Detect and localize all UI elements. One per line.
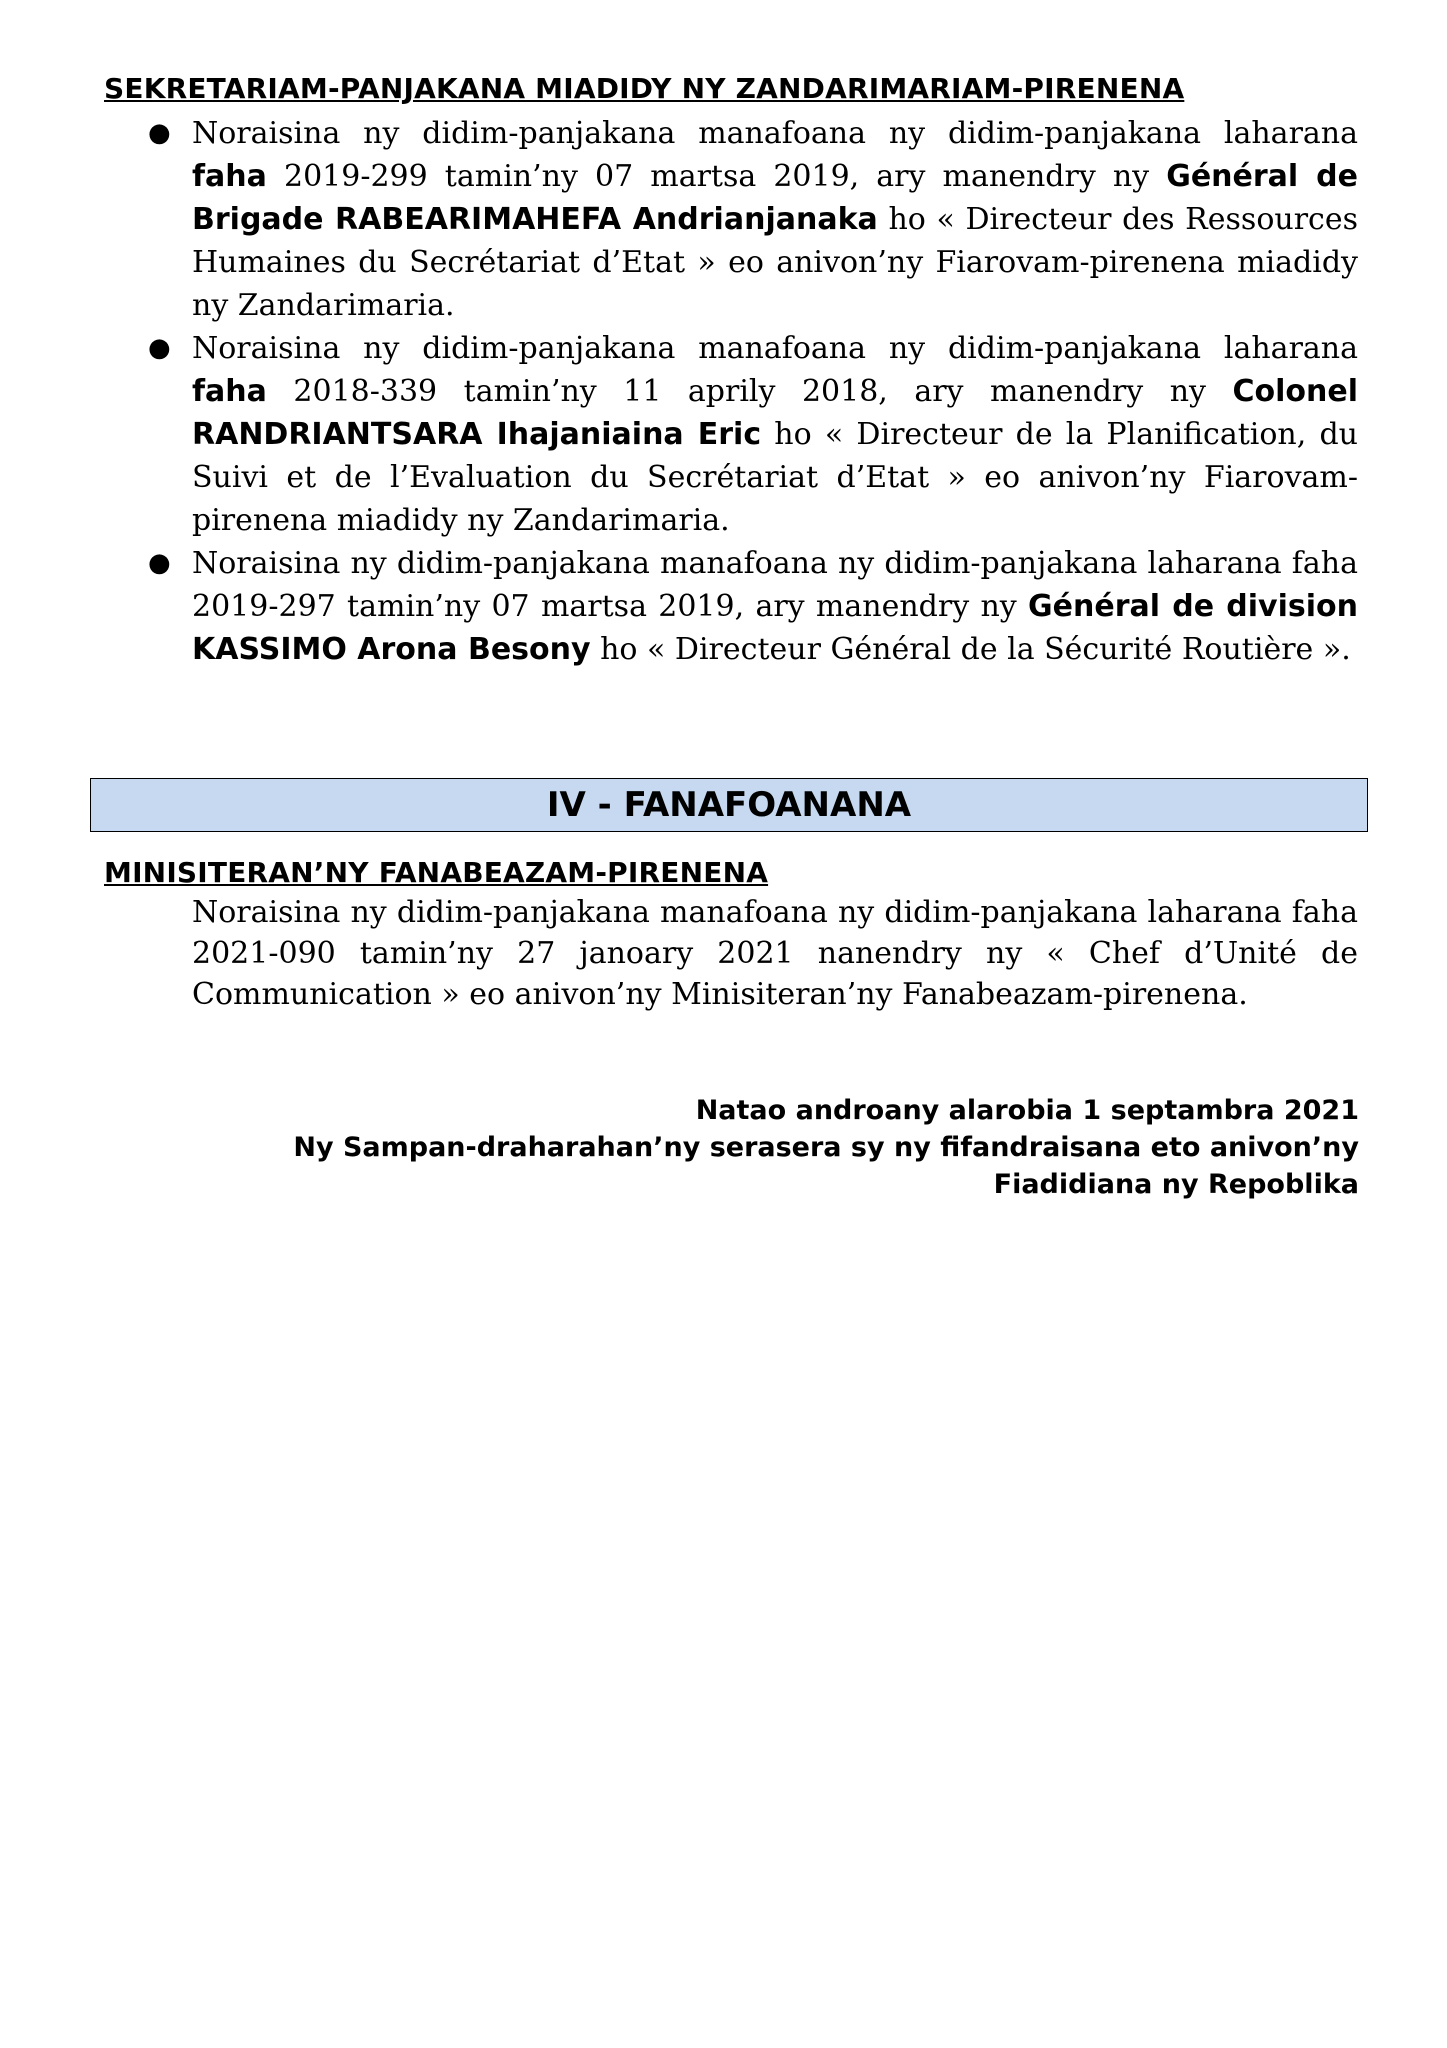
item-text: ho « Directeur de la Planification, du Suivi et de l’Evaluation du Secrétariat d’Etat » eo anivon’ny Fiarovam-pirenena miadidy ny Zandarimaria. bbox=[192, 417, 1358, 538]
bullet-icon: ● bbox=[148, 548, 171, 578]
decree-list bbox=[148, 112, 1358, 671]
item-bold-name: Général de division KASSIMO Arona Besony bbox=[192, 589, 1358, 667]
section-title-ministry: MINISITERAN’NY FANABEAZAM-PIRENENA bbox=[104, 856, 769, 889]
item-text: ho « Directeur des Ressources Humaines du Secrétariat d’Etat » eo anivon’ny Fiarovam-pirenena miadidy ny Zandarimaria. bbox=[192, 202, 1358, 323]
item-bold-text: faha bbox=[192, 159, 267, 194]
list-item bbox=[148, 112, 1358, 327]
section-banner: IV - FANAFOANANA bbox=[90, 778, 1368, 832]
item-text: Noraisina ny didim-panjakana manafoana ny didim-panjakana laharana bbox=[192, 331, 1358, 366]
item-text: ho « Directeur Général de la Sécurité Routière ». bbox=[590, 632, 1351, 667]
item-bold-name: Général de Brigade RABEARIMAHEFA Andrianjanaka bbox=[192, 159, 1359, 237]
section-title-secretariat: SEKRETARIAM-PANJAKANA MIADIDY NY ZANDARIMARIAM-PIRENENA bbox=[104, 72, 1185, 105]
item-text: Noraisina ny didim-panjakana manafoana ny didim-panjakana laharana bbox=[192, 116, 1358, 151]
item-text: 2018-339 tamin’ny 11 aprily 2018, ary manendry ny bbox=[266, 374, 1233, 409]
item-bold-text: faha bbox=[192, 374, 267, 409]
item-text: Noraisina ny didim-panjakana manafoana ny didim-panjakana laharana faha 2019-297 tamin’ny 07 martsa 2019, ary manendry ny bbox=[192, 546, 1358, 624]
signature-block bbox=[293, 1092, 1359, 1203]
signature-date: Natao androany alarobia 1 septambra 2021 bbox=[695, 1095, 1359, 1126]
bullet-icon: ● bbox=[148, 118, 171, 148]
signature-office: Ny Sampan-draharahan’ny serasera sy ny fifandraisana eto anivon’ny bbox=[293, 1132, 1359, 1163]
list-item bbox=[148, 327, 1358, 542]
bullet-icon: ● bbox=[148, 333, 171, 363]
signature-presidency: Fiadidiana ny Repoblika bbox=[993, 1169, 1359, 1200]
item-bold-name: Colonel RANDRIANTSARA Ihajaniaina Eric bbox=[192, 374, 1358, 452]
list-item bbox=[148, 542, 1358, 671]
ministry-paragraph: Noraisina ny didim-panjakana manafoana ny didim-panjakana laharana faha 2021-090 tamin’ny 27 janoary 2021 nanendry ny « Chef d’Unité de Communication » eo anivon’ny Minisiteran’ny Fanabeazam-pirenena. bbox=[192, 895, 1358, 1012]
item-text: 2019-299 tamin’ny 07 martsa 2019, ary manendry ny bbox=[266, 159, 1167, 194]
